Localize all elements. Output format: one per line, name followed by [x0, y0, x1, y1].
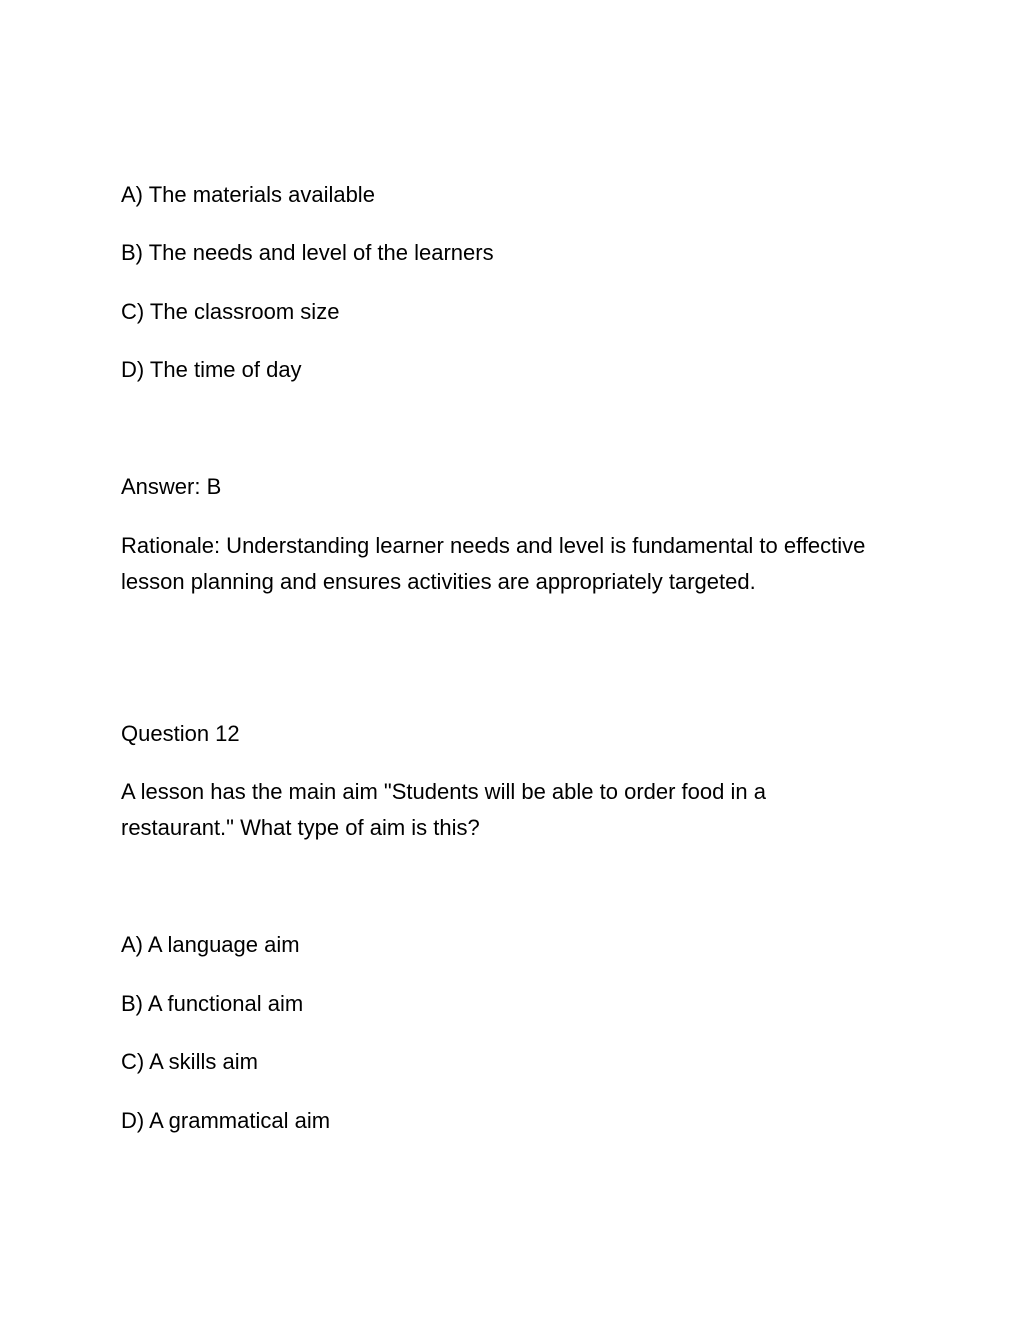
option-d: D) The time of day — [121, 357, 302, 382]
answer-line: Answer: B — [121, 474, 222, 499]
option-b: B) The needs and level of the learners — [121, 240, 494, 265]
question-text: A lesson has the main aim "Students will be able to order food in a restaurant." What type of aim is this? — [121, 779, 766, 840]
option-a: A) A language aim — [121, 932, 300, 957]
option-c: C) The classroom size — [121, 299, 340, 324]
option-c: C) A skills aim — [121, 1049, 258, 1074]
option-a: A) The materials available — [121, 182, 375, 207]
option-b: B) A functional aim — [121, 991, 304, 1016]
question-heading: Question 12 — [121, 721, 240, 746]
rationale-text: Rationale: Understanding learner needs and level is fundamental to effective lesson planning and ensures activities are appropriately targeted. — [121, 533, 866, 594]
option-d: D) A grammatical aim — [121, 1108, 331, 1133]
